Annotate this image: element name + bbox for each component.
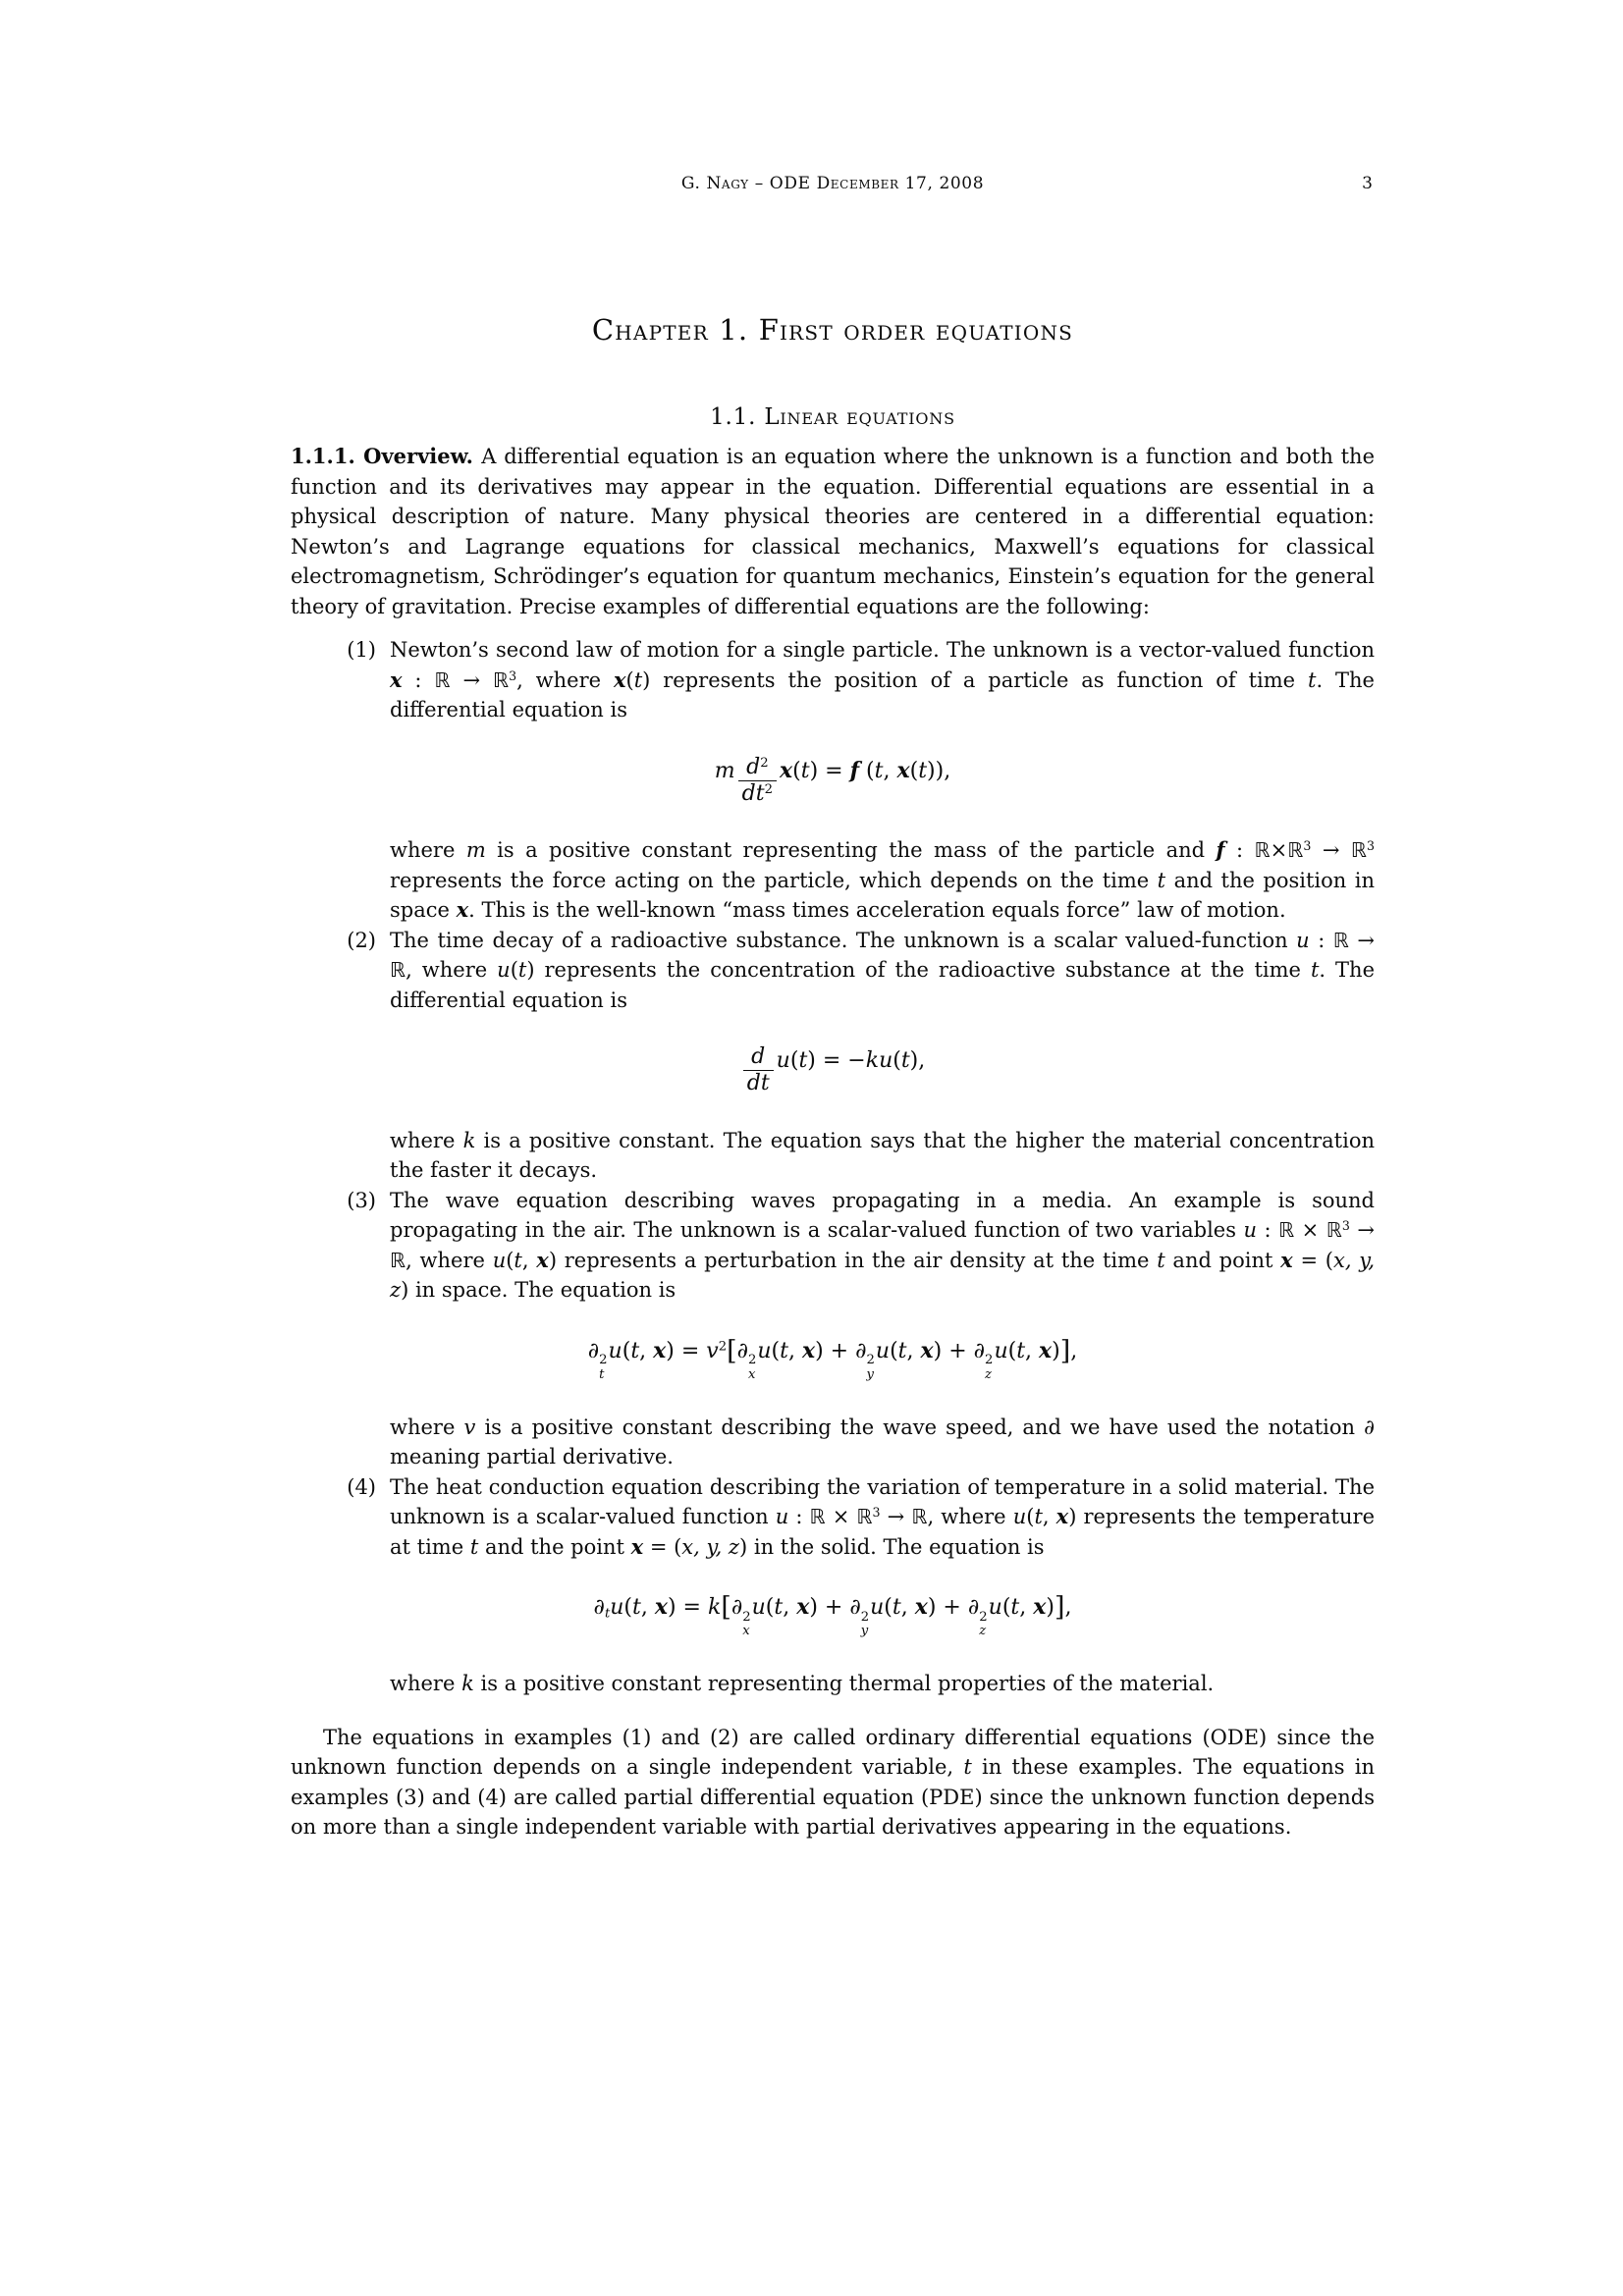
- text-segment: x: [1039, 1337, 1053, 1363]
- text-segment: ]: [1054, 1592, 1065, 1624]
- text-segment: k: [462, 1128, 476, 1152]
- text-segment: t: [1010, 1595, 1020, 1621]
- text-segment: (: [1026, 1505, 1035, 1529]
- text-segment: ,: [1042, 1505, 1056, 1529]
- text-segment: ) =: [666, 1338, 707, 1363]
- text-segment: v: [706, 1338, 719, 1363]
- text-segment: u: [875, 1338, 891, 1363]
- item-2-label: (2): [347, 928, 376, 952]
- text-segment: 3: [1341, 1218, 1350, 1234]
- text-segment: t: [918, 758, 928, 783]
- text-segment: ℝ: [1278, 1218, 1295, 1243]
- item-1-continuation: [390, 835, 1375, 926]
- text-segment: t: [632, 1595, 641, 1621]
- text-segment: ∂: [967, 1595, 980, 1621]
- text-segment: ),: [909, 1048, 926, 1074]
- running-head: G. Nagy – ODE December 17, 2008: [680, 174, 985, 193]
- text-segment: ℝ: [1325, 1218, 1342, 1243]
- equation-radioactive-decay: [291, 1044, 1375, 1096]
- text-segment: dt: [746, 1071, 770, 1096]
- text-segment: represents the force acting on the particle, which depends on the time: [390, 868, 1158, 892]
- text-segment: t: [774, 1595, 784, 1621]
- list-item-3: [291, 1186, 1375, 1306]
- text-segment: The equations in examples (1) and (2) are called ordinary differential equations (ODE) since the unknown function depends on a single independent variable,: [291, 1725, 1375, 1780]
- text-segment: where: [390, 1415, 464, 1439]
- text-segment: t: [633, 667, 643, 692]
- text-segment: x, y, z: [681, 1534, 739, 1559]
- text-segment: x: [613, 667, 626, 692]
- text-segment: where: [390, 1672, 462, 1696]
- text-segment: ∂: [855, 1338, 867, 1363]
- text-segment: ) +: [933, 1338, 974, 1363]
- text-segment: u: [608, 1338, 622, 1363]
- text-segment: u: [776, 1048, 790, 1074]
- text-segment: ℝ: [390, 1248, 406, 1272]
- text-segment: x: [801, 1337, 816, 1363]
- text-segment: and the point: [478, 1534, 631, 1559]
- text-segment: ,: [640, 1595, 655, 1621]
- text-segment: ℝ: [390, 958, 406, 983]
- text-segment: , where: [406, 1248, 493, 1272]
- text-segment: ) +: [927, 1595, 968, 1621]
- text-segment: 3: [872, 1505, 881, 1521]
- item-1-body: [390, 635, 1375, 725]
- text-segment: x: [390, 667, 403, 692]
- item-3-continuation: [390, 1413, 1375, 1472]
- text-segment: where: [390, 838, 466, 863]
- text-segment: f: [849, 757, 860, 783]
- page-header: [291, 173, 1375, 194]
- text-segment: u: [988, 1595, 1002, 1621]
- text-segment: . The differential equation is: [390, 667, 1375, 721]
- text-segment: →: [1311, 838, 1351, 863]
- text-segment: (: [792, 758, 801, 783]
- text-segment: = (: [643, 1534, 682, 1559]
- text-segment: The time decay of a radioactive substance. The unknown is a scalar valued-function: [390, 928, 1297, 952]
- text-segment: (: [789, 1048, 799, 1074]
- text-segment: x: [914, 1594, 928, 1621]
- superscript-subscript: 2 y: [860, 1609, 870, 1639]
- text-segment: , where: [516, 667, 614, 692]
- text-segment: ,: [639, 1338, 654, 1363]
- text-segment: ): [1046, 1595, 1055, 1621]
- equation-wave: [291, 1335, 1375, 1383]
- item-4-continuation: [390, 1669, 1375, 1699]
- text-segment: t: [963, 1755, 972, 1780]
- text-segment: (: [1007, 1338, 1017, 1363]
- text-segment: (: [623, 1595, 633, 1621]
- item-2-continuation: [390, 1126, 1375, 1186]
- text-segment: ×: [1294, 1218, 1326, 1243]
- text-segment: 3: [1366, 838, 1375, 854]
- text-segment: (: [625, 667, 634, 692]
- text-segment: :: [1309, 928, 1333, 952]
- fraction: [738, 755, 777, 807]
- text-segment: 2: [718, 1339, 728, 1355]
- text-segment: ,: [900, 1595, 915, 1621]
- text-segment: u: [757, 1338, 772, 1363]
- text-segment: is a positive constant representing thermal properties of the material.: [473, 1672, 1215, 1696]
- text-segment: Newton’s second law of motion for a single particle. The unknown is a vector-valued function: [390, 638, 1375, 662]
- text-segment: ,: [783, 1595, 797, 1621]
- text-segment: k: [865, 1048, 880, 1074]
- item-4-body: [390, 1472, 1375, 1563]
- text-segment: where: [390, 1128, 463, 1152]
- text-segment: . The differential equation is: [390, 958, 1376, 1012]
- text-segment: and point: [1164, 1248, 1281, 1272]
- item-1-label: (1): [347, 638, 376, 662]
- superscript-subscript: 2 x: [742, 1609, 751, 1639]
- text-segment: x, y, z: [390, 1248, 1375, 1303]
- text-segment: (: [506, 1248, 514, 1272]
- text-segment: t: [1310, 958, 1320, 983]
- text-segment: f: [1216, 837, 1225, 863]
- fraction: [743, 1044, 774, 1096]
- text-segment: ) =: [809, 758, 850, 783]
- superscript-subscript: 2 z: [979, 1609, 988, 1639]
- text-segment: meaning partial derivative.: [390, 1445, 674, 1469]
- text-segment: →: [880, 1505, 912, 1529]
- text-segment: x: [630, 1533, 644, 1559]
- text-segment: k: [708, 1595, 722, 1621]
- text-segment: (: [771, 1338, 781, 1363]
- text-segment: is a positive constant. The equation says that the higher the material concentration the faster it decays.: [390, 1128, 1375, 1183]
- text-segment: ℝ: [492, 667, 510, 692]
- text-segment: ℝ: [911, 1505, 928, 1529]
- text-segment: ∂: [1364, 1415, 1375, 1439]
- page-content: [291, 173, 1375, 1842]
- text-segment: ℝ: [434, 667, 451, 692]
- text-segment: m: [465, 838, 486, 863]
- text-segment: ×: [825, 1505, 857, 1529]
- text-segment: in these examples. The equations in examples (3) and (4) are called partial differential equation (PDE) since the unknown function depends on more than a single independent variable with partial derivatives appearing in the equations.: [291, 1755, 1375, 1840]
- text-segment: ∂: [849, 1595, 861, 1621]
- text-segment: ) represents a perturbation in the air density at the time: [548, 1248, 1158, 1272]
- text-segment: 3: [1303, 838, 1312, 854]
- text-segment: :: [1224, 838, 1255, 863]
- text-segment: :: [402, 667, 435, 692]
- text-segment: 2: [760, 755, 769, 771]
- equation-newton-second-law: [291, 755, 1375, 807]
- text-segment: t: [630, 1338, 640, 1363]
- text-segment: →: [450, 667, 493, 692]
- page-number: 3: [1362, 174, 1373, 193]
- text-segment: x: [896, 757, 910, 783]
- text-segment: [: [727, 1335, 737, 1366]
- text-segment: ,: [1025, 1338, 1040, 1363]
- text-segment: →: [1348, 928, 1376, 952]
- item-4-label: (4): [347, 1474, 376, 1499]
- text-segment: x: [1055, 1504, 1069, 1529]
- superscript-subscript: 2 x: [747, 1353, 757, 1382]
- text-segment: →: [1349, 1218, 1375, 1243]
- text-segment: x: [1280, 1247, 1293, 1272]
- text-segment: t: [604, 1606, 611, 1622]
- text-segment: t: [800, 758, 810, 783]
- list-item-2: [291, 926, 1375, 1016]
- text-segment: The heat conduction equation describing the variation of temperature in a solid material. The unknown is a scalar-valued function: [390, 1474, 1375, 1529]
- text-segment: ℝ: [1287, 838, 1304, 863]
- text-segment: t: [1308, 667, 1317, 692]
- text-segment: t: [1157, 1248, 1165, 1272]
- list-item-4: [291, 1472, 1375, 1563]
- text-segment: ,: [787, 1338, 802, 1363]
- text-segment: ∂: [973, 1338, 986, 1363]
- text-segment: )),: [927, 758, 951, 783]
- text-segment: , where: [927, 1505, 1013, 1529]
- text-segment: u: [1012, 1505, 1027, 1529]
- text-segment: is a positive constant describing the wave speed, and we have used the notation: [475, 1415, 1365, 1439]
- text-segment: u: [610, 1595, 624, 1621]
- text-segment: = (: [1292, 1248, 1333, 1272]
- text-segment: ℝ: [1332, 928, 1349, 952]
- text-segment: t: [469, 1534, 479, 1559]
- text-segment: ) represents the concentration of the radioactive substance at the time: [526, 958, 1311, 983]
- superscript-subscript: 2 y: [866, 1353, 875, 1382]
- text-segment: t: [798, 1048, 808, 1074]
- text-segment: 2: [764, 781, 773, 797]
- superscript-subscript: 2 t: [599, 1353, 608, 1382]
- text-segment: t: [1016, 1338, 1026, 1363]
- list-item-1: [291, 635, 1375, 725]
- text-segment: ) in the solid. The equation is: [738, 1534, 1045, 1559]
- text-segment: x: [780, 757, 793, 783]
- superscript-subscript: 2 z: [985, 1353, 994, 1382]
- overview-paragraph: [291, 442, 1375, 621]
- text-segment: v: [463, 1415, 476, 1439]
- text-segment: u: [1243, 1218, 1258, 1243]
- text-segment: u: [775, 1505, 789, 1529]
- text-segment: (: [510, 958, 518, 983]
- text-segment: ,: [1064, 1595, 1072, 1621]
- text-segment: (: [890, 1338, 898, 1363]
- text-segment: t: [900, 1048, 910, 1074]
- text-segment: ) +: [809, 1595, 850, 1621]
- text-segment: , where: [406, 958, 498, 983]
- text-segment: (: [859, 758, 875, 783]
- text-segment: x: [1033, 1594, 1047, 1621]
- text-segment: and the position in space: [390, 868, 1375, 923]
- text-segment: u: [1296, 928, 1310, 952]
- text-segment: m: [714, 758, 735, 783]
- text-segment: ℝ: [1254, 838, 1271, 863]
- text-segment: u: [492, 1248, 507, 1272]
- text-segment: ∂: [730, 1595, 743, 1621]
- text-segment: ) = −: [807, 1048, 866, 1074]
- text-segment: ) =: [667, 1595, 708, 1621]
- text-segment: x: [796, 1594, 810, 1621]
- text-segment: k: [461, 1672, 474, 1696]
- text-segment: ): [1052, 1338, 1060, 1363]
- text-segment: [: [721, 1592, 731, 1624]
- text-segment: d: [746, 754, 761, 779]
- text-segment: :: [1257, 1218, 1279, 1243]
- text-segment: ) in space. The equation is: [401, 1278, 676, 1303]
- text-segment: ∂: [593, 1595, 605, 1621]
- text-segment: u: [879, 1048, 893, 1074]
- text-segment: u: [870, 1595, 885, 1621]
- text-segment: 1.1.1. Overview.: [291, 444, 482, 468]
- text-segment: x: [920, 1337, 934, 1363]
- text-segment: x: [654, 1594, 668, 1621]
- text-segment: (: [1001, 1595, 1011, 1621]
- text-segment: is a positive constant representing the mass of the particle and: [485, 838, 1217, 863]
- text-segment: t: [514, 1248, 522, 1272]
- text-segment: x: [536, 1247, 549, 1272]
- text-segment: u: [994, 1338, 1008, 1363]
- text-segment: :: [788, 1505, 810, 1529]
- text-segment: u: [751, 1595, 766, 1621]
- examples-list: [291, 635, 1375, 1699]
- text-segment: ) represents the position of a particle as function of time: [642, 667, 1308, 692]
- text-segment: ×: [1270, 838, 1288, 863]
- text-segment: x: [456, 897, 469, 923]
- section-heading: 1.1. Linear equations: [710, 404, 955, 430]
- text-segment: ℝ: [856, 1505, 873, 1529]
- text-segment: ,: [521, 1248, 537, 1272]
- text-segment: d: [751, 1044, 766, 1070]
- text-segment: t: [892, 1595, 901, 1621]
- item-3-label: (3): [347, 1188, 376, 1212]
- text-segment: (: [765, 1595, 775, 1621]
- text-segment: (: [884, 1595, 893, 1621]
- text-segment: ℝ: [809, 1505, 826, 1529]
- text-segment: ) represents the temperature at time: [390, 1505, 1375, 1559]
- text-segment: t: [897, 1338, 907, 1363]
- text-segment: dt: [741, 780, 765, 806]
- item-3-body: [390, 1186, 1375, 1306]
- text-segment: t: [517, 958, 527, 983]
- chapter-heading: Chapter 1. First order equations: [591, 313, 1074, 347]
- text-segment: (: [909, 758, 919, 783]
- text-segment: (: [893, 1048, 901, 1074]
- text-segment: t: [780, 1338, 788, 1363]
- text-segment: 3: [509, 667, 517, 683]
- closing-paragraph: [291, 1723, 1375, 1842]
- text-segment: x: [653, 1337, 667, 1363]
- text-segment: ∂: [587, 1338, 600, 1363]
- text-segment: ]: [1059, 1335, 1071, 1366]
- equation-heat-conduction: [291, 1591, 1375, 1639]
- text-segment: ,: [1019, 1595, 1034, 1621]
- text-segment: . This is the well-known “mass times acceleration equals force” law of motion.: [468, 898, 1286, 923]
- text-segment: t: [1157, 868, 1166, 892]
- text-segment: t: [1034, 1505, 1043, 1529]
- text-segment: A differential equation is an equation where the unknown is a function and both the function and its derivatives may appear in the equation. Differential equations are essential in a physical description of nature. Many physical theories are centered in a differential equation: Newton’s and Lagrange equations for classical mechanics, Maxwell’s equations for classical electromagnetism, Schrödinger’s equation for quantum mechanics, Einstein’s equation for the general theory of gravitation. Precise examples of differential equations are the following:: [291, 445, 1375, 618]
- text-segment: The wave equation describing waves propagating in a media. An example is sound propagating in the air. The unknown is a scalar-valued function of two variables: [390, 1188, 1375, 1243]
- text-segment: t: [874, 758, 884, 783]
- text-segment: u: [497, 958, 511, 983]
- text-segment: ,: [883, 758, 897, 783]
- text-segment: ,: [1070, 1338, 1078, 1363]
- text-segment: (: [622, 1338, 631, 1363]
- text-segment: ,: [906, 1338, 921, 1363]
- text-segment: ℝ: [1350, 838, 1367, 863]
- text-segment: ∂: [736, 1338, 748, 1363]
- item-2-body: [390, 926, 1375, 1016]
- text-segment: ) +: [815, 1338, 856, 1363]
